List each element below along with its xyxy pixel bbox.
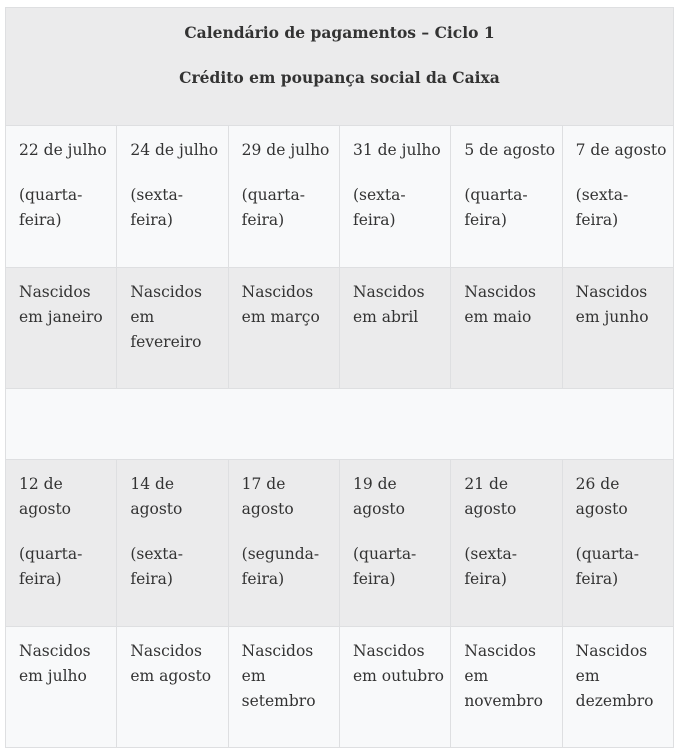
date-cell bbox=[117, 126, 228, 268]
date-text: 5 de agosto bbox=[464, 141, 556, 159]
birth-month-cell: Nascidos em março bbox=[228, 268, 339, 389]
empty-cell bbox=[6, 389, 674, 460]
table-row bbox=[6, 627, 674, 748]
date-cell bbox=[6, 460, 117, 627]
date-cell bbox=[339, 460, 450, 627]
birth-month-cell: Nascidos em maio bbox=[451, 268, 562, 389]
birth-month-cell: Nascidos em novembro bbox=[451, 627, 562, 748]
birth-month-cell: Nascidos em janeiro bbox=[6, 268, 117, 389]
weekday-text: (sexta-feira) bbox=[464, 545, 517, 588]
date-text: 26 de agosto bbox=[575, 475, 628, 518]
date-text: 31 de julho bbox=[352, 141, 441, 159]
date-cell bbox=[562, 460, 673, 627]
birth-month-cell: Nascidos em setembro bbox=[228, 627, 339, 748]
date-cell bbox=[117, 460, 228, 627]
weekday-text: (quarta-feira) bbox=[19, 186, 83, 229]
date-text: 12 de agosto bbox=[19, 475, 72, 518]
table-subtitle: Crédito em poupança social da Caixa bbox=[179, 68, 500, 87]
table-title-cell bbox=[6, 8, 674, 126]
birth-month-cell: Nascidos em fevereiro bbox=[117, 268, 228, 389]
weekday-text: (quarta-feira) bbox=[19, 545, 83, 588]
date-cell bbox=[6, 126, 117, 268]
weekday-text: (quarta-feira) bbox=[575, 545, 639, 588]
table-row bbox=[6, 460, 674, 627]
date-cell bbox=[451, 126, 562, 268]
date-cell bbox=[562, 126, 673, 268]
birth-month-cell: Nascidos em julho bbox=[6, 627, 117, 748]
birth-month-cell: Nascidos em abril bbox=[339, 268, 450, 389]
table-row bbox=[6, 268, 674, 389]
birth-month-cell: Nascidos em junho bbox=[562, 268, 673, 389]
date-cell bbox=[339, 126, 450, 268]
date-text: 29 de julho bbox=[241, 141, 330, 159]
birth-month-cell: Nascidos em dezembro bbox=[562, 627, 673, 748]
date-text: 17 de agosto bbox=[241, 475, 294, 518]
date-cell bbox=[451, 460, 562, 627]
date-text: 19 de agosto bbox=[352, 475, 405, 518]
weekday-text: (quarta-feira) bbox=[241, 186, 305, 229]
date-cell bbox=[228, 460, 339, 627]
date-text: 24 de julho bbox=[130, 141, 219, 159]
date-cell bbox=[228, 126, 339, 268]
date-text: 7 de agosto bbox=[575, 141, 667, 159]
birth-month-cell: Nascidos em agosto bbox=[117, 627, 228, 748]
weekday-text: (segunda-feira) bbox=[241, 545, 320, 588]
table-row bbox=[6, 126, 674, 268]
weekday-text: (sexta-feira) bbox=[130, 186, 183, 229]
weekday-text: (sexta-feira) bbox=[575, 186, 629, 229]
empty-spacer-row bbox=[6, 389, 674, 460]
table-header-row bbox=[6, 8, 674, 126]
weekday-text: (quarta-feira) bbox=[352, 545, 417, 588]
date-text: 21 de agosto bbox=[464, 475, 517, 518]
birth-month-cell: Nascidos em outubro bbox=[339, 627, 450, 748]
date-text: 14 de agosto bbox=[130, 475, 183, 518]
table-title: Calendário de pagamentos – Ciclo 1 bbox=[184, 23, 495, 42]
date-text: 22 de julho bbox=[19, 141, 107, 159]
payment-calendar-table bbox=[5, 7, 674, 748]
weekday-text: (sexta-feira) bbox=[130, 545, 183, 588]
weekday-text: (quarta-feira) bbox=[464, 186, 528, 229]
payment-calendar bbox=[5, 7, 674, 748]
weekday-text: (sexta-feira) bbox=[352, 186, 406, 229]
